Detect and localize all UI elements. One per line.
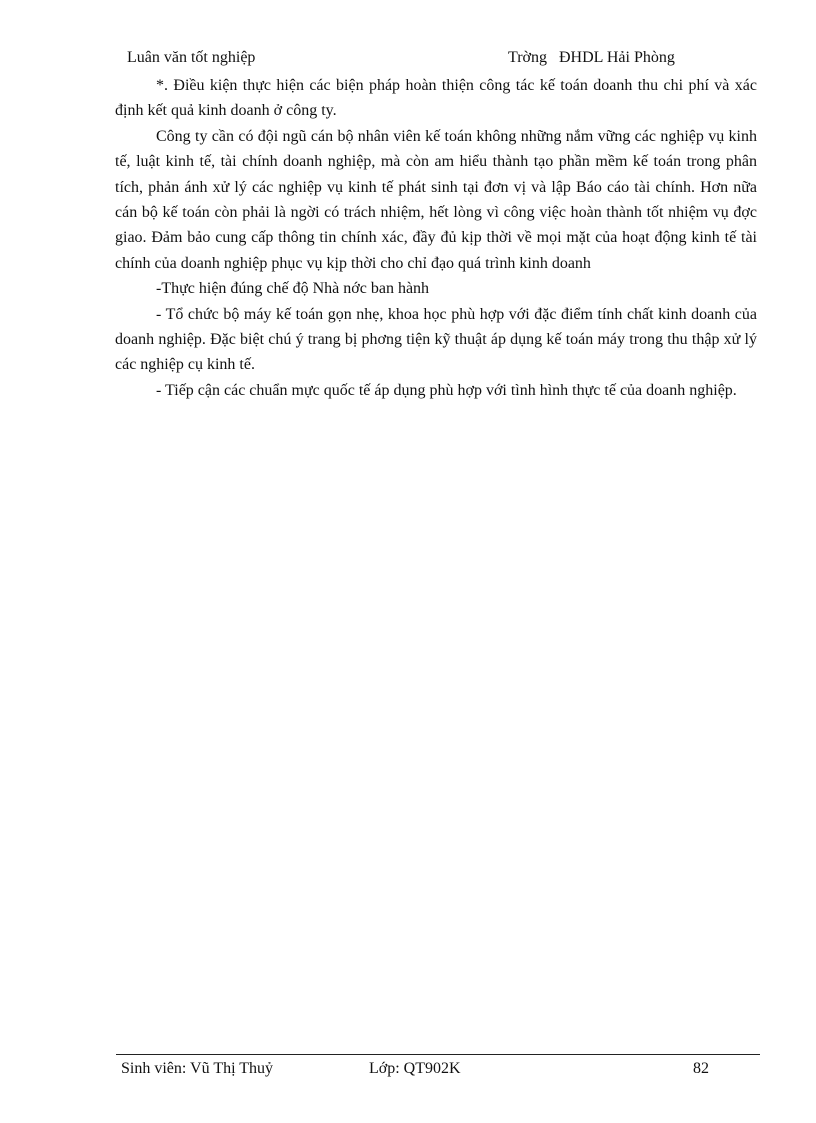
page-header [127, 49, 727, 71]
paragraph-state-regulations: -Thực hiện đúng chế độ Nhà nớc ban hành [156, 280, 430, 298]
document-body [115, 73, 757, 403]
footer-class-label: Lớp: QT902K [369, 1060, 461, 1077]
header-university-label: Trờng ĐHDL Hải Phòng [508, 49, 675, 66]
paragraph-conditions-heading: *. Điều kiện thực hiện các biện pháp hoàn thiện công tác kế toán doanh thu chi phí và xác định kết quả kinh doanh ở công ty. [115, 77, 757, 120]
footer-divider [116, 1054, 760, 1055]
footer-student-name: Sinh viên: Vũ Thị Thuỷ [121, 1060, 274, 1077]
paragraph-organization: - Tổ chức bộ máy kế toán gọn nhẹ, khoa học phù hợp với đặc điểm tính chất kinh doanh của doanh nghiệp. Đặc biệt chú ý trang bị phơng tiện kỹ thuật áp dụng kế toán máy trong thu thập xử lý các nghiệp cụ kinh tế. [115, 305, 757, 374]
page-number: 82 [693, 1060, 709, 1077]
page-footer [121, 1060, 741, 1082]
header-thesis-label: Luân văn tốt nghiệp [127, 49, 256, 66]
paragraph-international-standards: - Tiếp cận các chuẩn mực quốc tế áp dụng phù hợp với tình hình thực tế của doanh nghiệp. [156, 381, 737, 399]
paragraph-staff-requirements: Công ty cần có đội ngũ cán bộ nhân viên kế toán không những nắm vững các nghiệp vụ kinh tế, luật kinh tế, tài chính doanh nghiệp, mà còn am hiểu thành tạo phần mềm kế toán trong phân tích, phản ánh xử lý các nghiệp vụ kinh tế phát sinh tại đơn vị và lập Báo cáo tài chính. Hơn nữa cán bộ kế toán còn phải là ngời có trách nhiệm, hết lòng vì công việc hoàn thành tốt nhiệm vụ đợc giao. Đảm bảo cung cấp thông tin chính xác, đầy đủ kịp thời về mọi mặt của hoạt động kinh tế tài chính của doanh nghiệp phục vụ kịp thời cho chỉ đạo quá trình kinh doanh [115, 127, 757, 272]
